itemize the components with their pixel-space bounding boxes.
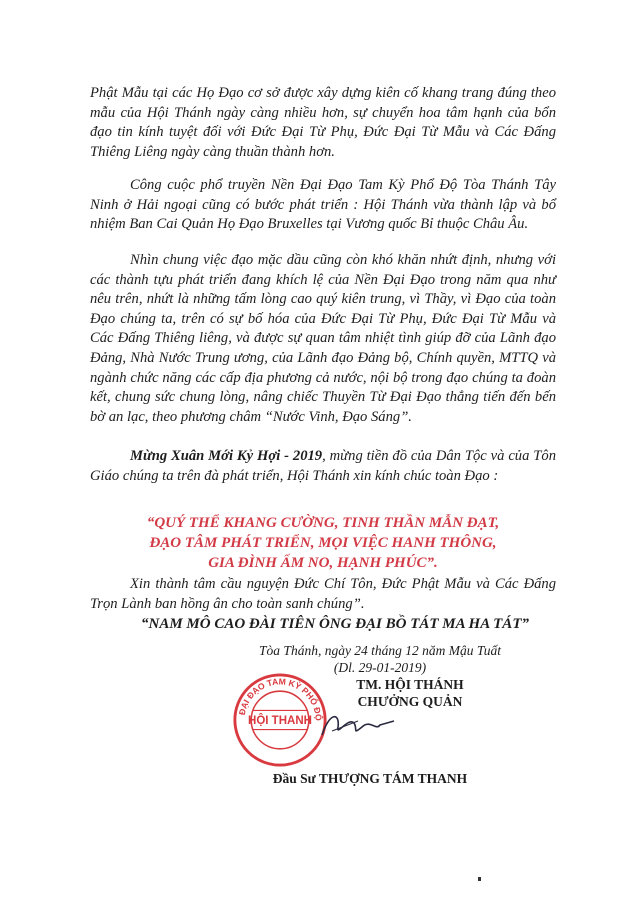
wish-line-1: “QUÝ THỂ KHANG CƯỜNG, TINH THẦN MẪN ĐẠT,: [146, 515, 500, 531]
wish-line-2: ĐẠO TÂM PHÁT TRIỂN, MỌI VIỆC HANH THÔNG,: [149, 535, 497, 551]
role-title: CHƯỞNG QUẢN: [357, 694, 463, 709]
mantra: “NAM MÔ CAO ĐÀI TIÊN ÔNG ĐẠI BỒ TÁT MA HA TÁT”: [141, 616, 529, 632]
paragraph-5: Xin thành tâm cầu nguyện Đức Chí Tôn, Đức Phật Mẫu và Các Đấng Trọn Lành ban hồng ân cho toàn sanh chúng”.: [90, 576, 556, 612]
paragraph-4-rest: , mừng tiền đồ của Dân Tộc và của Tôn Giáo chúng ta trên đà phát triển, Hội Thánh xin kính chúc toàn Đạo :: [90, 448, 556, 484]
new-year-greeting: Mừng Xuân Mới Kỷ Hợi - 2019: [130, 448, 323, 464]
wish-line-3: GIA ĐÌNH ẤM NO, HẠNH PHÚC”.: [208, 555, 438, 571]
handwritten-signature: [318, 705, 398, 745]
paragraph-2: Công cuộc phổ truyền Nền Đại Đạo Tam Kỳ Phổ Độ Tòa Thánh Tây Ninh ở Hải ngoại cũng có bước phát triển : Hội Thánh vừa thành lập và bổ nhiệm Ban Cai Quản Họ Đạo Bruxelles tại Vương quốc Bỉ thuộc Châu Âu.: [90, 177, 556, 233]
solar-date: (Dl. 29-01-2019): [333, 660, 427, 675]
scan-speck: [478, 877, 481, 881]
stamp-ring-text: ĐẠI ĐẠO TAM KỲ PHỔ ĐỘ: [236, 676, 324, 722]
signatory-name: Đầu Sư THƯỢNG TÁM THANH: [272, 771, 468, 786]
place-date: Tòa Thánh, ngày 24 tháng 12 năm Mậu Tuất: [259, 643, 501, 658]
paragraph-4: [90, 447, 556, 486]
paragraph-3: Nhìn chung việc đạo mặc dầu cũng còn khó khăn nhứt định, nhưng với các thành tựu phát triển đang khích lệ của Nền Đại Đạo trong năm qua như nêu trên, nhứt là những tấm lòng cao quý kiên trung, vì Thầy, vì Đạo của toàn Đạo chúng ta, trên có sự bố hóa của Đức Đại Từ Phụ, Đức Đại Từ Mẫu và Các Đấng Thiêng liêng, và được sự quan tâm nhiệt tình giúp đỡ của Lãnh đạo Đảng, Nhà Nước Trung ương, của Lãnh đạo Đảng bộ, Chính quyền, MTTQ và ngành chức năng các cấp địa phương cả nước, nội bộ trong đạo chúng ta đoàn kết, chung sức chung lòng, nâng chiếc Thuyền Từ Đại Đạo thẳng tiến đến bến bờ an lạc, theo phương châm “Nước Vinh, Đạo Sáng”.: [90, 252, 556, 425]
paragraph-1: Phật Mẫu tại các Họ Đạo cơ sở được xây dựng kiên cố khang trang đúng theo mẫu của Hội Thánh ngày càng nhiều hơn, sự chuyển hoa tâm hạnh của bổn đạo tin kính tuyệt đối với Đức Đại Từ Phụ, Đức Đại Từ Mẫu và Các Đấng Thiêng Liêng ngày càng thuần thành hơn.: [90, 85, 556, 160]
stamp-center-text: HỘI THANH: [248, 714, 312, 727]
tm-title: TM. HỘI THÁNH: [356, 677, 464, 692]
red-seal-stamp: [232, 672, 328, 768]
